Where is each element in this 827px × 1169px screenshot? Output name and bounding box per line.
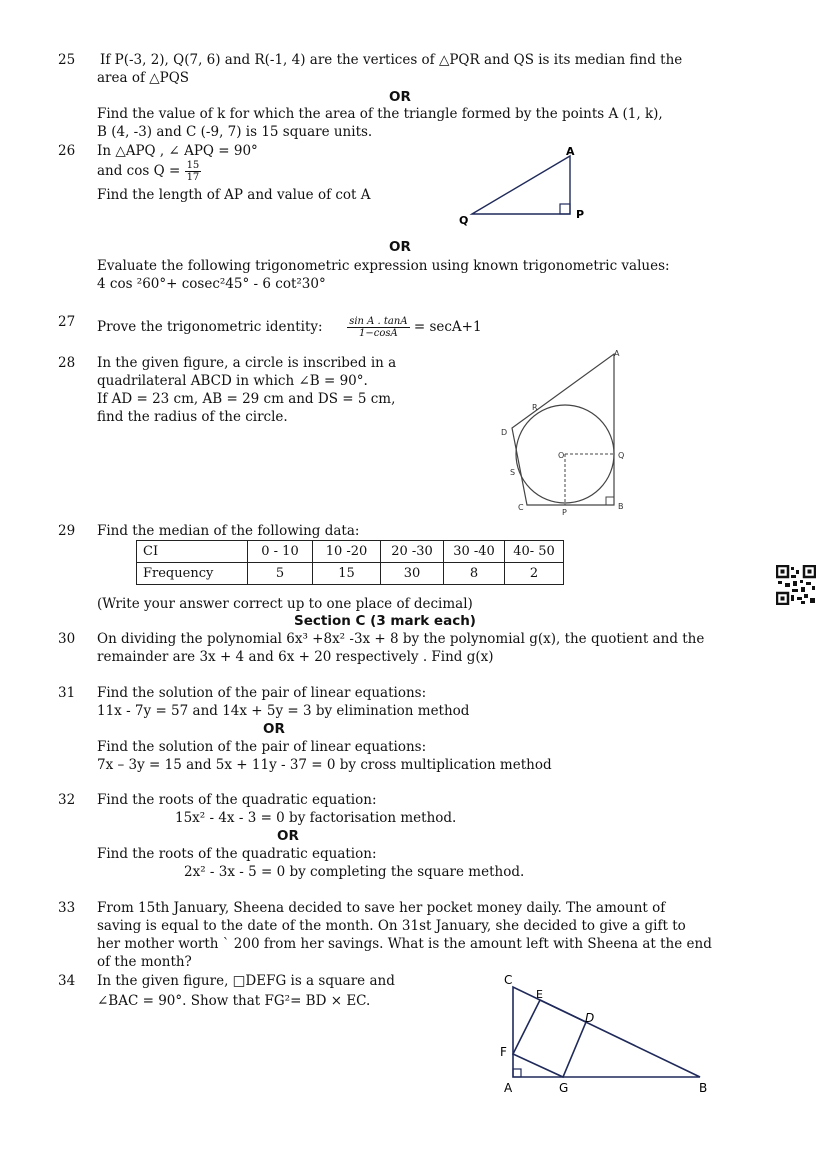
square-defg <box>513 1000 586 1077</box>
right-angle-b <box>606 497 614 505</box>
label-o: O <box>558 451 565 460</box>
q33-line3: her mother worth ` 200 from her savings. What is the amount left with Sheena at the end <box>97 936 712 952</box>
q27-text <box>97 316 482 339</box>
label-g: G <box>559 1081 569 1095</box>
q27-frac-num: sin A . tanA <box>349 316 408 327</box>
table-cell: 10 -20 <box>313 541 381 563</box>
q30-line2: remainder are 3x + 4 and 6x + 20 respectively . Find g(x) <box>97 649 494 665</box>
triangle-apq <box>472 156 570 214</box>
question-number-28: 28 <box>58 355 76 371</box>
question-number-34: 34 <box>58 973 76 989</box>
q26-alt2: 4 cos ²60°+ cosec²45° - 6 cot²30° <box>97 276 326 292</box>
table-cell: 0 - 10 <box>248 541 313 563</box>
square-in-triangle-figure <box>490 965 720 1100</box>
q34-line1: In the given figure, □DEFG is a square and <box>97 973 395 989</box>
q25-line1: If P(-3, 2), Q(7, 6) and R(-1, 4) are the vertices of △PQR and QS is its median find the <box>100 52 683 68</box>
quadrilateral-abcd <box>512 354 614 505</box>
question-number-31: 31 <box>58 685 76 701</box>
q28-line3: If AD = 23 cm, AB = 29 cm and DS = 5 cm, <box>97 391 396 407</box>
q33-line2: saving is equal to the date of the month. On 31st January, she decided to give a gift to <box>97 918 686 934</box>
table-cell: 30 -40 <box>444 541 505 563</box>
q32-or: OR <box>277 828 299 844</box>
q28-line2: quadrilateral ABCD in which ∠B = 90°. <box>97 373 368 389</box>
q33-line1: From 15th January, Sheena decided to save her pocket money daily. The amount of <box>97 900 666 916</box>
q29-text: Find the median of the following data: <box>97 523 360 539</box>
table-cell: 20 -30 <box>381 541 444 563</box>
q32-line4: 2x² - 3x - 5 = 0 by completing the square method. <box>184 864 525 880</box>
q26-frac-den: 17 <box>186 172 200 183</box>
question-number-32: 32 <box>58 792 76 808</box>
q27-statement: Prove the trigonometric identity: <box>97 319 323 335</box>
q26-frac-num: 15 <box>186 160 200 171</box>
question-number-30: 30 <box>58 631 76 647</box>
q25-or: OR <box>389 89 411 105</box>
q31-line1: Find the solution of the pair of linear equations: <box>97 685 427 701</box>
q26-alt1: Evaluate the following trigonometric expression using known trigonometric values: <box>97 258 670 274</box>
table-cell: 30 <box>381 563 444 585</box>
right-angle-mark <box>560 204 570 214</box>
q27-fraction <box>347 316 409 339</box>
question-number-29: 29 <box>58 523 76 539</box>
table-cell: 40- 50 <box>505 541 564 563</box>
table-cell: Frequency <box>137 563 248 585</box>
right-angle-a <box>513 1069 521 1077</box>
inscribed-circle-figure <box>490 348 640 518</box>
table-cell: 5 <box>248 563 313 585</box>
q26-line3: Find the length of AP and value of cot A <box>97 187 371 203</box>
q27-rhs: = secA+1 <box>413 319 482 335</box>
label-p: P <box>562 508 567 517</box>
q29-note: (Write your answer correct up to one place of decimal) <box>97 596 473 612</box>
median-data-table <box>136 540 564 585</box>
q31-line2: 11x - 7y = 57 and 14x + 5y = 3 by elimination method <box>97 703 470 719</box>
section-c-heading: Section C (3 mark each) <box>294 613 476 629</box>
question-number-26: 26 <box>58 143 76 159</box>
label-b: B <box>618 502 624 511</box>
q34-line2: ∠BAC = 90°. Show that FG²= BD × EC. <box>97 993 371 1009</box>
table-cell: CI <box>137 541 248 563</box>
q31-line3: Find the solution of the pair of linear equations: <box>97 739 427 755</box>
question-number-33: 33 <box>58 900 76 916</box>
q25-line2: area of △PQS <box>97 70 190 86</box>
q31-line4: 7x – 3y = 15 and 5x + 11y - 37 = 0 by cross multiplication method <box>97 757 552 773</box>
q26-or: OR <box>389 239 411 255</box>
q30-line1: On dividing the polynomial 6x³ +8x² -3x + 8 by the polynomial g(x), the quotient and the <box>97 631 705 647</box>
label-d: D <box>501 428 508 437</box>
question-number-27: 27 <box>58 314 76 330</box>
table-cell: 2 <box>505 563 564 585</box>
q25-alt1: Find the value of k for which the area of the triangle formed by the points A (1, k), <box>97 106 663 122</box>
table-cell: 8 <box>444 563 505 585</box>
q28-line1: In the given figure, a circle is inscribed in a <box>97 355 397 371</box>
table-row <box>137 541 564 563</box>
q27-frac-den: 1−cosA <box>359 328 398 339</box>
label-e: E <box>536 988 543 1001</box>
q32-line1: Find the roots of the quadratic equation: <box>97 792 377 808</box>
q26-line1: In △APQ , ∠ APQ = 90° <box>97 143 258 159</box>
qr-code-icon <box>776 565 816 605</box>
q26-fraction <box>185 160 202 183</box>
label-d: D <box>585 1011 595 1025</box>
label-a: A <box>614 349 620 358</box>
q32-line3: Find the roots of the quadratic equation: <box>97 846 377 862</box>
label-r: R <box>532 403 538 412</box>
label-p: P <box>576 208 585 221</box>
q33-line4: of the month? <box>97 954 192 970</box>
label-c: C <box>518 503 524 512</box>
label-b: B <box>699 1081 708 1095</box>
q25-alt2: B (4, -3) and C (-9, 7) is 15 square units. <box>97 124 373 140</box>
label-a: A <box>566 145 575 158</box>
table-row <box>137 563 564 585</box>
q32-line2: 15x² - 4x - 3 = 0 by factorisation method. <box>175 810 457 826</box>
q31-or: OR <box>263 721 285 737</box>
table-cell: 15 <box>313 563 381 585</box>
label-a: A <box>504 1081 513 1095</box>
triangle-apq-figure <box>450 140 600 230</box>
label-c: C <box>504 973 513 987</box>
label-q: Q <box>618 451 625 460</box>
q28-line4: find the radius of the circle. <box>97 409 288 425</box>
question-number-25: 25 <box>58 52 76 68</box>
q26-cos-prefix: and cos Q = <box>97 163 181 179</box>
q26-line2 <box>97 160 201 183</box>
label-s: S <box>510 468 516 477</box>
label-q: Q <box>459 214 469 227</box>
label-f: F <box>500 1045 507 1059</box>
